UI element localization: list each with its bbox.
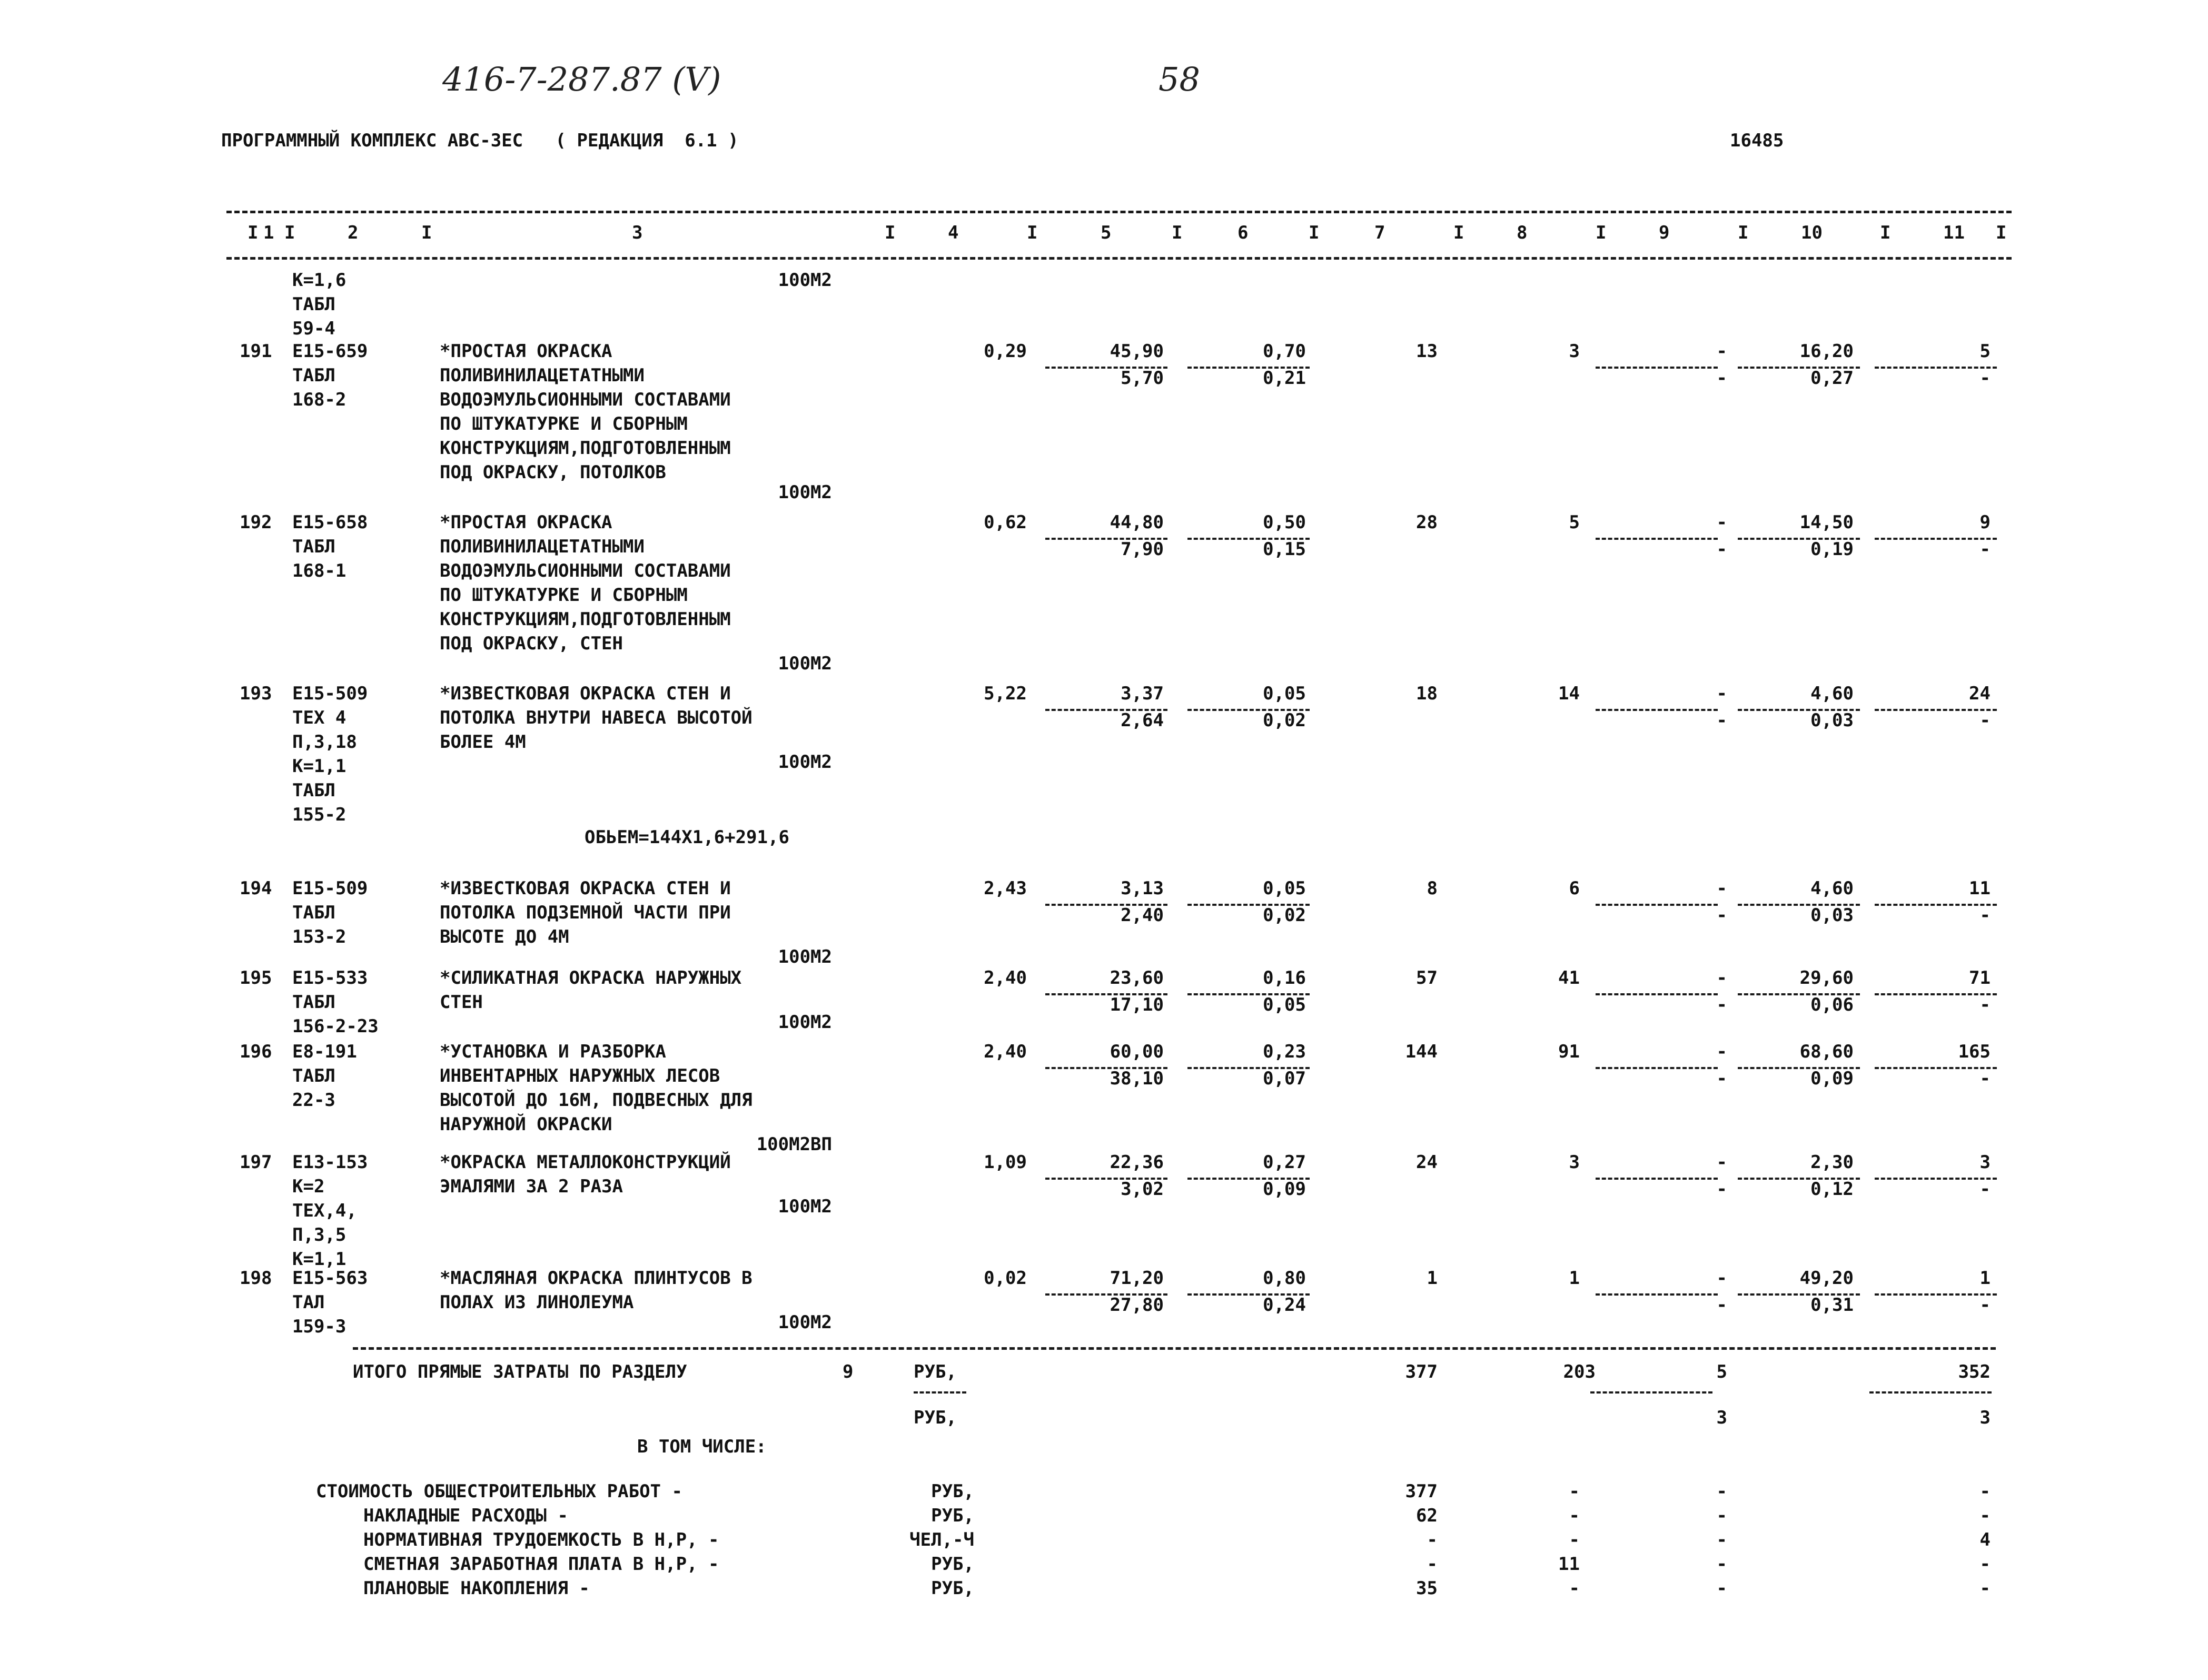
row-col9: - (1716, 878, 1727, 899)
row-code-line: Е15-563 (292, 1268, 368, 1289)
row-col9: - (1716, 1268, 1727, 1289)
cell-rule (1596, 1293, 1718, 1296)
row-unit: 100М2 (778, 1312, 832, 1333)
row-col11: 3 (1979, 1152, 1991, 1173)
summary-label: НАКЛАДНЫЕ РАСХОДЫ - (363, 1505, 568, 1526)
row-col10: 2,30 (1810, 1152, 1854, 1173)
row-col10-sub: 0,03 (1810, 905, 1854, 926)
column-separator: I (284, 222, 295, 243)
row-description-line: СТЕН (440, 992, 483, 1013)
row-number: 193 (240, 683, 272, 704)
column-header-5: 5 (1101, 222, 1112, 243)
row-col5-sub: 27,80 (1110, 1294, 1164, 1316)
row-col5-sub: 17,10 (1110, 994, 1164, 1015)
column-separator: I (1453, 222, 1464, 243)
summary-col11: 4 (1979, 1529, 1991, 1550)
row-code-line: ТЕХ 4 (292, 707, 346, 728)
row-unit: 100М2ВП (756, 1134, 832, 1155)
row-col9: - (1716, 967, 1727, 989)
row-col7-cost: 8 (1427, 878, 1438, 899)
row-unit: 100М2 (778, 1012, 832, 1033)
row-unit: 100М2 (778, 270, 832, 291)
row-col10-sub: 0,09 (1810, 1068, 1854, 1089)
row-col11-sub: - (1979, 1179, 1991, 1200)
row-col10: 16,20 (1799, 341, 1854, 362)
summary-unit: ЧЕЛ,-Ч (909, 1529, 974, 1550)
column-header-6: 6 (1237, 222, 1249, 243)
column-header-11: 11 (1943, 222, 1965, 243)
row-col9-sub: - (1716, 368, 1727, 389)
cell-rule (1875, 1178, 1997, 1180)
row-number: 194 (240, 878, 272, 899)
row-col4-qty: 2,40 (984, 1041, 1027, 1062)
row-description-line: ВОДОЭМУЛЬСИОННЫМИ СОСТАВАМИ (440, 560, 731, 581)
cell-rule (1596, 709, 1718, 711)
totals-unit-2: РУБ, (914, 1407, 957, 1428)
row-number: 196 (240, 1041, 272, 1062)
summary-col7: 62 (1416, 1505, 1438, 1526)
row-col9-sub: - (1716, 994, 1727, 1015)
row-col11-sub: - (1979, 368, 1991, 389)
totals-col11-b: 3 (1979, 1407, 1991, 1428)
row-col9: - (1716, 1152, 1727, 1173)
summary-unit: РУБ, (931, 1481, 974, 1502)
row-col9-sub: - (1716, 710, 1727, 731)
summary-unit: РУБ, (931, 1578, 974, 1599)
row-description-line: КОНСТРУКЦИЯМ,ПОДГОТОВЛЕННЫМ (440, 609, 731, 630)
column-header-9: 9 (1659, 222, 1670, 243)
row-col6-labor: 0,27 (1263, 1152, 1306, 1173)
row-col6-sub: 0,07 (1263, 1068, 1306, 1089)
row-number: 197 (240, 1152, 272, 1173)
row-col8-wages: 3 (1569, 1152, 1580, 1173)
summary-unit: РУБ, (931, 1505, 974, 1526)
row-col10-sub: 0,31 (1810, 1294, 1854, 1316)
cell-rule (1875, 1293, 1997, 1296)
volume-note: ОБЬЕМ=144Х1,6+291,6 (585, 827, 789, 848)
column-header-10: 10 (1801, 222, 1823, 243)
summary-col9: - (1716, 1505, 1727, 1526)
row-code-line: Е15-533 (292, 967, 368, 989)
column-separator: I (421, 222, 432, 243)
row-description-line: ПОД ОКРАСКУ, ПОТОЛКОВ (440, 462, 666, 483)
totals-col11-rule (1869, 1391, 1992, 1394)
row-code-line: ТАБЛ (292, 294, 335, 315)
summary-col7: - (1427, 1554, 1438, 1575)
row-code-line: ТАБЛ (292, 1065, 335, 1086)
row-col6-labor: 0,50 (1263, 512, 1306, 533)
row-col7-cost: 18 (1416, 683, 1438, 704)
row-code-line: 155-2 (292, 804, 346, 825)
summary-col11: - (1979, 1554, 1991, 1575)
row-description-line: ВЫСОТОЙ ДО 16М, ПОДВЕСНЫХ ДЛЯ (440, 1090, 752, 1111)
row-col6-sub: 0,02 (1263, 710, 1306, 731)
row-description-line: *ОКРАСКА МЕТАЛЛОКОНСТРУКЦИЙ (440, 1152, 731, 1173)
row-col4-qty: 5,22 (984, 683, 1027, 704)
row-code-line: ТАБЛ (292, 536, 335, 557)
row-col9: - (1716, 512, 1727, 533)
row-code-line: ТЕХ,4, (292, 1200, 357, 1221)
row-col5-price: 60,00 (1110, 1041, 1164, 1062)
column-header-4: 4 (948, 222, 959, 243)
row-col11-sub: - (1979, 1068, 1991, 1089)
cell-rule (1875, 1067, 1997, 1069)
row-unit: 100М2 (778, 946, 832, 967)
row-description-line: ПОТОЛКА ПОДЗЕМНОЙ ЧАСТИ ПРИ (440, 902, 731, 923)
job-number: 16485 (1730, 130, 1784, 151)
row-description-line: *ИЗВЕСТКОВАЯ ОКРАСКА СТЕН И (440, 878, 731, 899)
row-col5-sub: 38,10 (1110, 1068, 1164, 1089)
row-col6-sub: 0,02 (1263, 905, 1306, 926)
row-code-line: 59-4 (292, 318, 335, 339)
row-code-line: ТАБЛ (292, 780, 335, 801)
row-col8-wages: 91 (1558, 1041, 1580, 1062)
totals-col11: 352 (1958, 1361, 1991, 1382)
row-code-line: Е15-659 (292, 341, 368, 362)
cell-rule (1596, 538, 1718, 540)
row-code-line: 168-2 (292, 389, 346, 410)
summary-col8: - (1569, 1529, 1580, 1550)
cell-rule (1596, 1067, 1718, 1069)
row-col9: - (1716, 683, 1727, 704)
row-description-line: БОЛЕЕ 4М (440, 732, 526, 753)
row-col6-labor: 0,23 (1263, 1041, 1306, 1062)
totals-col7: 377 (1405, 1361, 1438, 1382)
row-col11-sub: - (1979, 710, 1991, 731)
row-description-line: ПОЛИВИНИЛАЦЕТАТНЫМИ (440, 365, 645, 386)
column-separator: I (1309, 222, 1320, 243)
totals-section: 9 (843, 1361, 854, 1382)
totals-col9-b: 3 (1716, 1407, 1727, 1428)
summary-col7: 377 (1405, 1481, 1438, 1502)
summary-col11: - (1979, 1578, 1991, 1599)
row-code-line: ТАБЛ (292, 992, 335, 1013)
row-code-line: П,3,18 (292, 732, 357, 753)
row-col7-cost: 57 (1416, 967, 1438, 989)
row-col7-cost: 1 (1427, 1268, 1438, 1289)
row-col5-sub: 5,70 (1121, 368, 1164, 389)
row-description-line: ВОДОЭМУЛЬСИОННЫМИ СОСТАВАМИ (440, 389, 731, 410)
row-col11: 71 (1969, 967, 1991, 989)
row-col5-sub: 2,40 (1121, 905, 1164, 926)
row-col8-wages: 14 (1558, 683, 1580, 704)
row-col9-sub: - (1716, 905, 1727, 926)
row-col5-sub: 3,02 (1121, 1179, 1164, 1200)
row-number: 192 (240, 512, 272, 533)
row-description-line: *МАСЛЯНАЯ ОКРАСКА ПЛИНТУСОВ В (440, 1268, 752, 1289)
row-code-line: ТАЛ (292, 1292, 325, 1313)
row-col5-sub: 7,90 (1121, 539, 1164, 560)
row-code-line: К=1,1 (292, 1249, 346, 1270)
row-col5-sub: 2,64 (1121, 710, 1164, 731)
row-col8-wages: 5 (1569, 512, 1580, 533)
row-description-line: ПОЛАХ ИЗ ЛИНОЛЕУМА (440, 1292, 634, 1313)
row-description-line: *УСТАНОВКА И РАЗБОРКА (440, 1041, 666, 1062)
program-title: ПРОГРАММНЫЙ КОМПЛЕКС АВС-3ЕС ( РЕДАКЦИЯ 6.1 ) (221, 130, 739, 151)
column-header-2: 2 (348, 222, 359, 243)
row-col7-cost: 144 (1405, 1041, 1438, 1062)
row-col4-qty: 0,62 (984, 512, 1027, 533)
row-unit: 100М2 (778, 1196, 832, 1217)
handwritten-page-number: 58 (1159, 60, 1200, 98)
cell-rule (1875, 904, 1997, 906)
column-header-3: 3 (632, 222, 643, 243)
row-col9: - (1716, 1041, 1727, 1062)
row-col11-sub: - (1979, 905, 1991, 926)
row-col8-wages: 41 (1558, 967, 1580, 989)
column-separator: I (885, 222, 896, 243)
column-separator: I (1880, 222, 1891, 243)
row-col8-wages: 6 (1569, 878, 1580, 899)
row-col11: 9 (1979, 512, 1991, 533)
summary-label: СМЕТНАЯ ЗАРАБОТНАЯ ПЛАТА В Н,Р, - (363, 1554, 719, 1575)
row-col9-sub: - (1716, 539, 1727, 560)
row-col7-cost: 24 (1416, 1152, 1438, 1173)
row-col9-sub: - (1716, 1294, 1727, 1316)
row-description-line: *ПРОСТАЯ ОКРАСКА (440, 341, 612, 362)
row-col6-labor: 0,70 (1263, 341, 1306, 362)
row-code-line: Е15-658 (292, 512, 368, 533)
row-col10-sub: 0,27 (1810, 368, 1854, 389)
row-col5-price: 3,13 (1121, 878, 1164, 899)
row-col7-cost: 13 (1416, 341, 1438, 362)
row-col5-price: 45,90 (1110, 341, 1164, 362)
row-code-line: К=1,6 (292, 270, 346, 291)
summary-col9: - (1716, 1554, 1727, 1575)
row-col10: 4,60 (1810, 878, 1854, 899)
summary-col8: - (1569, 1481, 1580, 1502)
row-description-line: ПО ШТУКАТУРКЕ И СБОРНЫМ (440, 413, 688, 434)
row-unit: 100М2 (778, 482, 832, 503)
row-number: 198 (240, 1268, 272, 1289)
summary-col8: - (1569, 1505, 1580, 1526)
header-top-rule (226, 211, 2012, 213)
row-number: 191 (240, 341, 272, 362)
summary-unit: РУБ, (931, 1554, 974, 1575)
row-col9-sub: - (1716, 1068, 1727, 1089)
totals-col8: 203 (1563, 1361, 1596, 1382)
row-description-line: *ПРОСТАЯ ОКРАСКА (440, 512, 612, 533)
row-col10: 14,50 (1799, 512, 1854, 533)
summary-col9: - (1716, 1481, 1727, 1502)
row-description-line: КОНСТРУКЦИЯМ,ПОДГОТОВЛЕННЫМ (440, 438, 731, 459)
summary-label: НОРМАТИВНАЯ ТРУДОЕМКОСТЬ В Н,Р, - (363, 1529, 719, 1550)
row-col11-sub: - (1979, 994, 1991, 1015)
row-col6-labor: 0,05 (1263, 683, 1306, 704)
row-unit: 100М2 (778, 653, 832, 674)
cell-rule (1875, 993, 1997, 995)
cell-rule (1875, 709, 1997, 711)
row-col10-sub: 0,12 (1810, 1179, 1854, 1200)
row-description-line: ПО ШТУКАТУРКЕ И СБОРНЫМ (440, 585, 688, 606)
row-code-line: 153-2 (292, 926, 346, 947)
column-separator: I (1172, 222, 1183, 243)
row-col4-qty: 1,09 (984, 1152, 1027, 1173)
cell-rule (1596, 1178, 1718, 1180)
row-col8-wages: 3 (1569, 341, 1580, 362)
row-col11: 24 (1969, 683, 1991, 704)
row-description-line: ИНВЕНТАРНЫХ НАРУЖНЫХ ЛЕСОВ (440, 1065, 720, 1086)
totals-unit-rule (914, 1391, 966, 1394)
summary-label: СТОИМОСТЬ ОБЩЕСТРОИТЕЛЬНЫХ РАБОТ - (316, 1481, 682, 1502)
row-col10-sub: 0,19 (1810, 539, 1854, 560)
row-col11-sub: - (1979, 539, 1991, 560)
row-code-line: 156-2-23 (292, 1016, 379, 1037)
totals-unit-1: РУБ, (914, 1361, 957, 1382)
row-description-line: *ИЗВЕСТКОВАЯ ОКРАСКА СТЕН И (440, 683, 731, 704)
summary-col11: - (1979, 1481, 1991, 1502)
row-col11: 11 (1969, 878, 1991, 899)
row-col6-labor: 0,16 (1263, 967, 1306, 989)
row-col4-qty: 2,40 (984, 967, 1027, 989)
row-col11-sub: - (1979, 1294, 1991, 1316)
row-col4-qty: 2,43 (984, 878, 1027, 899)
cell-rule (1875, 538, 1997, 540)
row-description-line: ПОД ОКРАСКУ, СТЕН (440, 633, 623, 654)
column-header-8: 8 (1517, 222, 1528, 243)
summary-label: ПЛАНОВЫЕ НАКОПЛЕНИЯ - (363, 1578, 590, 1599)
row-code-line: 168-1 (292, 560, 346, 581)
row-code-line: Е13-153 (292, 1152, 368, 1173)
row-col10: 29,60 (1799, 967, 1854, 989)
column-separator: I (1996, 222, 2007, 243)
row-col11: 1 (1979, 1268, 1991, 1289)
row-description-line: ПОЛИВИНИЛАЦЕТАТНЫМИ (440, 536, 645, 557)
row-description-line: ЭМАЛЯМИ ЗА 2 РАЗА (440, 1176, 623, 1197)
row-col5-price: 3,37 (1121, 683, 1164, 704)
row-col6-sub: 0,24 (1263, 1294, 1306, 1316)
row-col6-sub: 0,21 (1263, 368, 1306, 389)
row-col10-sub: 0,03 (1810, 710, 1854, 731)
row-code-line: П,3,5 (292, 1224, 346, 1246)
row-col5-price: 71,20 (1110, 1268, 1164, 1289)
cell-rule (1596, 904, 1718, 906)
row-col7-cost: 28 (1416, 512, 1438, 533)
totals-rule (353, 1347, 1996, 1350)
totals-col9: 5 (1716, 1361, 1727, 1382)
summary-col7: 35 (1416, 1578, 1438, 1599)
row-code-line: 159-3 (292, 1316, 346, 1337)
row-col9: - (1716, 341, 1727, 362)
row-col10: 4,60 (1810, 683, 1854, 704)
row-code-line: К=1,1 (292, 756, 346, 777)
cell-rule (1596, 993, 1718, 995)
row-unit: 100М2 (778, 752, 832, 773)
row-col6-labor: 0,80 (1263, 1268, 1306, 1289)
row-col4-qty: 0,02 (984, 1268, 1027, 1289)
row-col10: 68,60 (1799, 1041, 1854, 1062)
header-bottom-rule (226, 257, 2012, 260)
row-col6-sub: 0,05 (1263, 994, 1306, 1015)
summary-col11: - (1979, 1505, 1991, 1526)
cell-rule (1596, 367, 1718, 369)
row-code-line: ТАБЛ (292, 365, 335, 386)
row-col9-sub: - (1716, 1179, 1727, 1200)
row-code-line: К=2 (292, 1176, 325, 1197)
summary-col9: - (1716, 1578, 1727, 1599)
row-col6-labor: 0,05 (1263, 878, 1306, 899)
totals-label: ИТОГО ПРЯМЫЕ ЗАТРАТЫ ПО РАЗДЕЛУ (353, 1361, 687, 1382)
column-separator: I (247, 222, 259, 243)
row-col6-sub: 0,15 (1263, 539, 1306, 560)
row-col10-sub: 0,06 (1810, 994, 1854, 1015)
summary-col7: - (1427, 1529, 1438, 1550)
column-separator: I (1596, 222, 1607, 243)
row-col4-qty: 0,29 (984, 341, 1027, 362)
column-header-7: 7 (1374, 222, 1385, 243)
column-separator: I (1027, 222, 1038, 243)
row-col11: 165 (1958, 1041, 1991, 1062)
row-col5-price: 44,80 (1110, 512, 1164, 533)
row-description-line: *СИЛИКАТНАЯ ОКРАСКА НАРУЖНЫХ (440, 967, 742, 989)
row-code-line: Е15-509 (292, 878, 368, 899)
summary-col8: 11 (1558, 1554, 1580, 1575)
cell-rule (1875, 367, 1997, 369)
row-number: 195 (240, 967, 272, 989)
row-code-line: ТАБЛ (292, 902, 335, 923)
handwritten-doc-code: 416-7-287.87 (V) (442, 60, 721, 98)
column-header-1: 1 (263, 222, 274, 243)
row-col11: 5 (1979, 341, 1991, 362)
row-col8-wages: 1 (1569, 1268, 1580, 1289)
row-code-line: 22-3 (292, 1090, 335, 1111)
summary-col9: - (1716, 1529, 1727, 1550)
totals-col9-rule (1590, 1391, 1712, 1394)
summary-col8: - (1569, 1578, 1580, 1599)
row-description-line: НАРУЖНОЙ ОКРАСКИ (440, 1114, 612, 1135)
row-col5-price: 22,36 (1110, 1152, 1164, 1173)
row-col10: 49,20 (1799, 1268, 1854, 1289)
row-description-line: ПОТОЛКА ВНУТРИ НАВЕСА ВЫСОТОЙ (440, 707, 752, 728)
column-separator: I (1738, 222, 1749, 243)
row-code-line: Е15-509 (292, 683, 368, 704)
row-col5-price: 23,60 (1110, 967, 1164, 989)
row-description-line: ВЫСОТЕ ДО 4М (440, 926, 569, 947)
row-col6-sub: 0,09 (1263, 1179, 1306, 1200)
row-code-line: Е8-191 (292, 1041, 357, 1062)
including-label: В ТОМ ЧИСЛЕ: (637, 1436, 767, 1457)
